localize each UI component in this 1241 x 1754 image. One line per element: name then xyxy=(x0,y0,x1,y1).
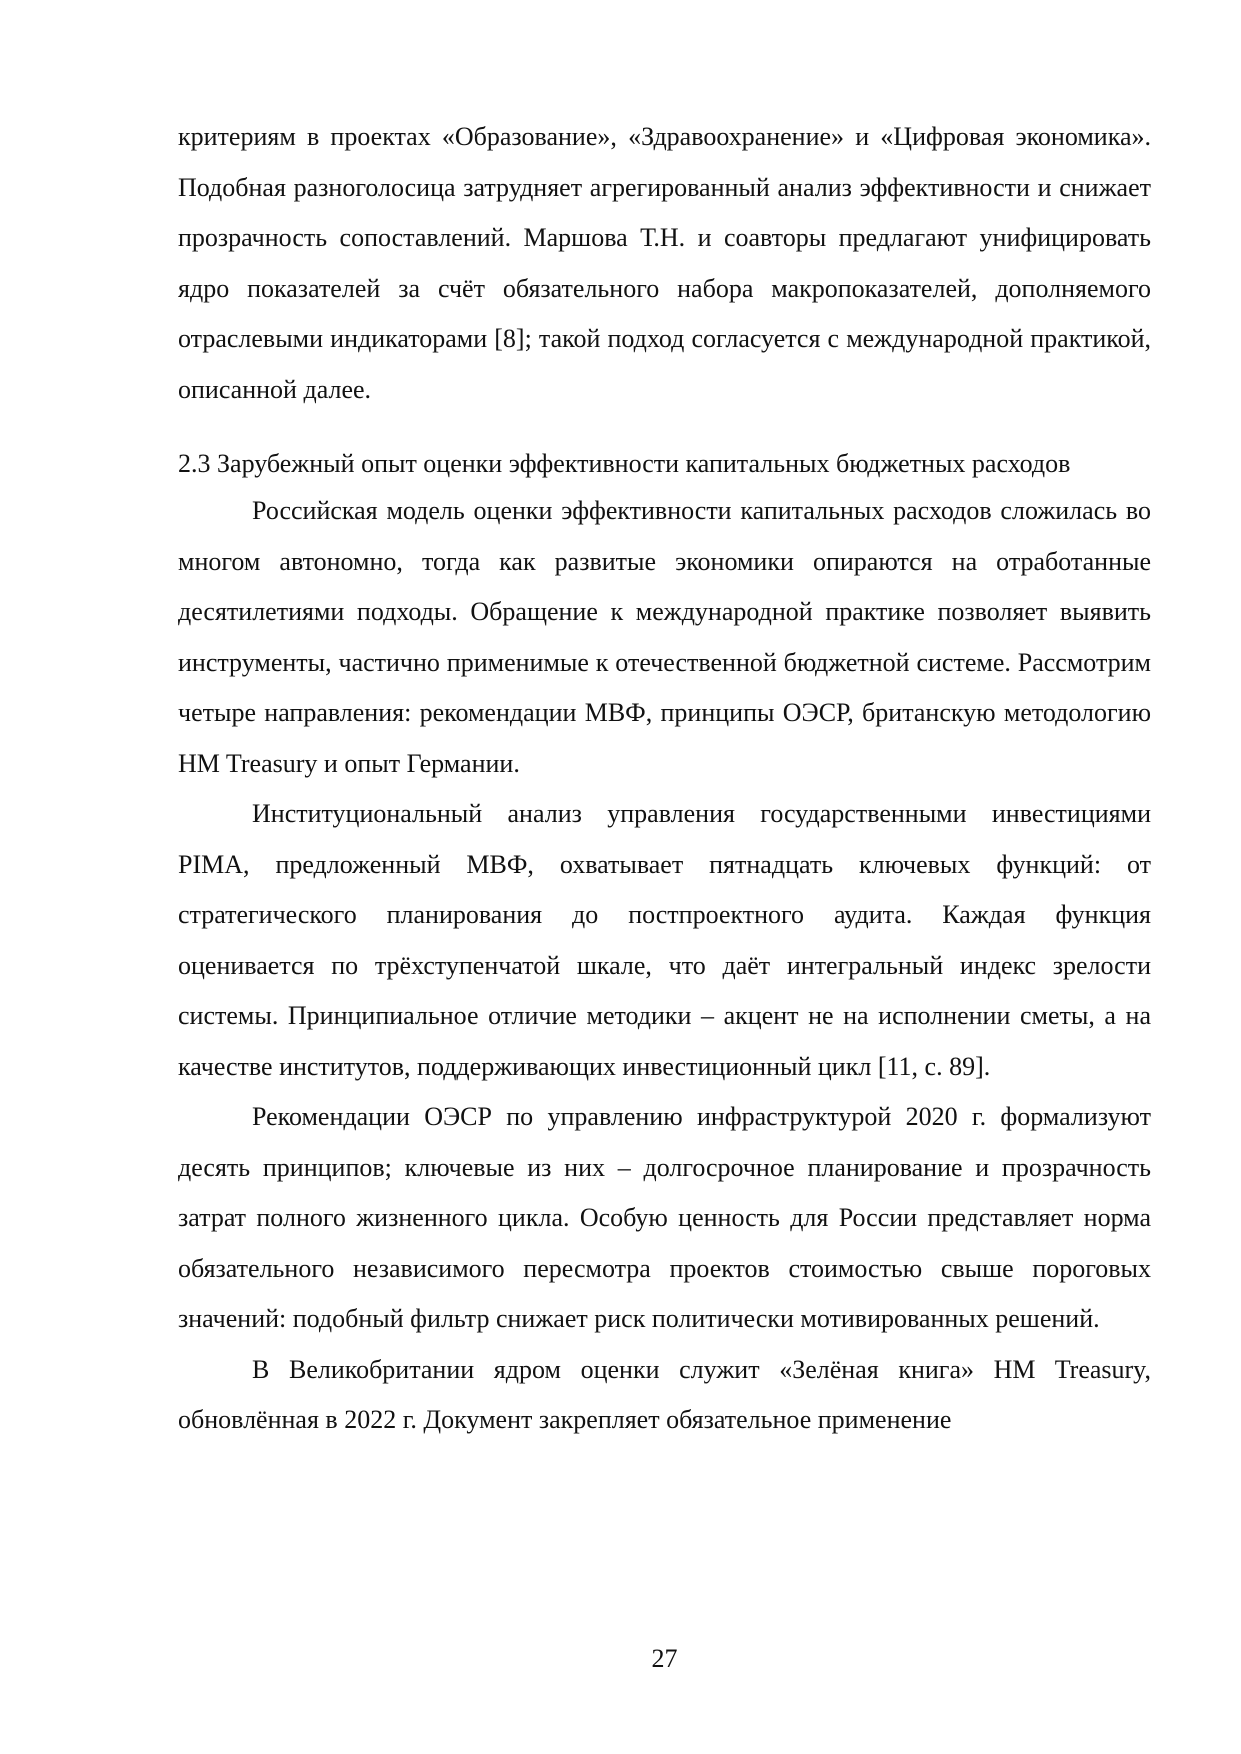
body-paragraph: Российская модель оценки эффективности капитальных расходов сложилась во многом автономно, тогда как развитые экономики опираются на отработанные десятилетиями подходы. Обращение к международной практике позволяет выявить инструменты, частично применимые к отечественной бюджетной системе. Рассмотрим четыре направления: рекомендации МВФ, принципы ОЭСР, британскую методологию HM Treasury и опыт Германии. xyxy=(178,496,1151,778)
body-paragraph: критериям в проектах «Образование», «Здравоохранение» и «Цифровая экономика». Подобная разноголосица затрудняет агрегированный анализ эффективности и снижает прозрачность сопоставлений. Маршова Т.Н. и соавторы предлагают унифицировать ядро показателей за счёт обязательного набора макропоказателей, дополняемого отраслевыми индикаторами [8]; такой подход согласуется с международной практикой, описанной далее. xyxy=(178,122,1151,404)
body-paragraph: Рекомендации ОЭСР по управлению инфраструктурой 2020 г. формализуют десять принципов; ключевые из них – долгосрочное планирование и прозрачность затрат полного жизненного цикла. Особую ценность для России представляет норма обязательного независимого пересмотра проектов стоимостью свыше пороговых значений: подобный фильтр снижает риск политически мотивированных решений. xyxy=(178,1102,1151,1333)
page-body xyxy=(178,112,1151,1446)
body-paragraph-continued: В Великобритании ядром оценки служит «Зелёная книга» HM Treasury, обновлённая в 2022 г. Документ закрепляет обязательное применение xyxy=(178,1354,1151,1434)
page-number: 27 xyxy=(651,1644,678,1673)
section-heading: 2.3 Зарубежный опыт оценки эффективности капитальных бюджетных расходов xyxy=(178,449,1071,478)
body-paragraph: Институциональный анализ управления государственными инвестициями PIMA, предложенный МВФ, охватывает пятнадцать ключевых функций: от стратегического планирования до постпроектного аудита. Каждая функция оценивается по трёхступенчатой шкале, что даёт интегральный индекс зрелости системы. Принципиальное отличие методики – акцент не на исполнении сметы, а на качестве институтов, поддерживающих инвестиционный цикл [11, с. 89]. xyxy=(178,799,1151,1081)
